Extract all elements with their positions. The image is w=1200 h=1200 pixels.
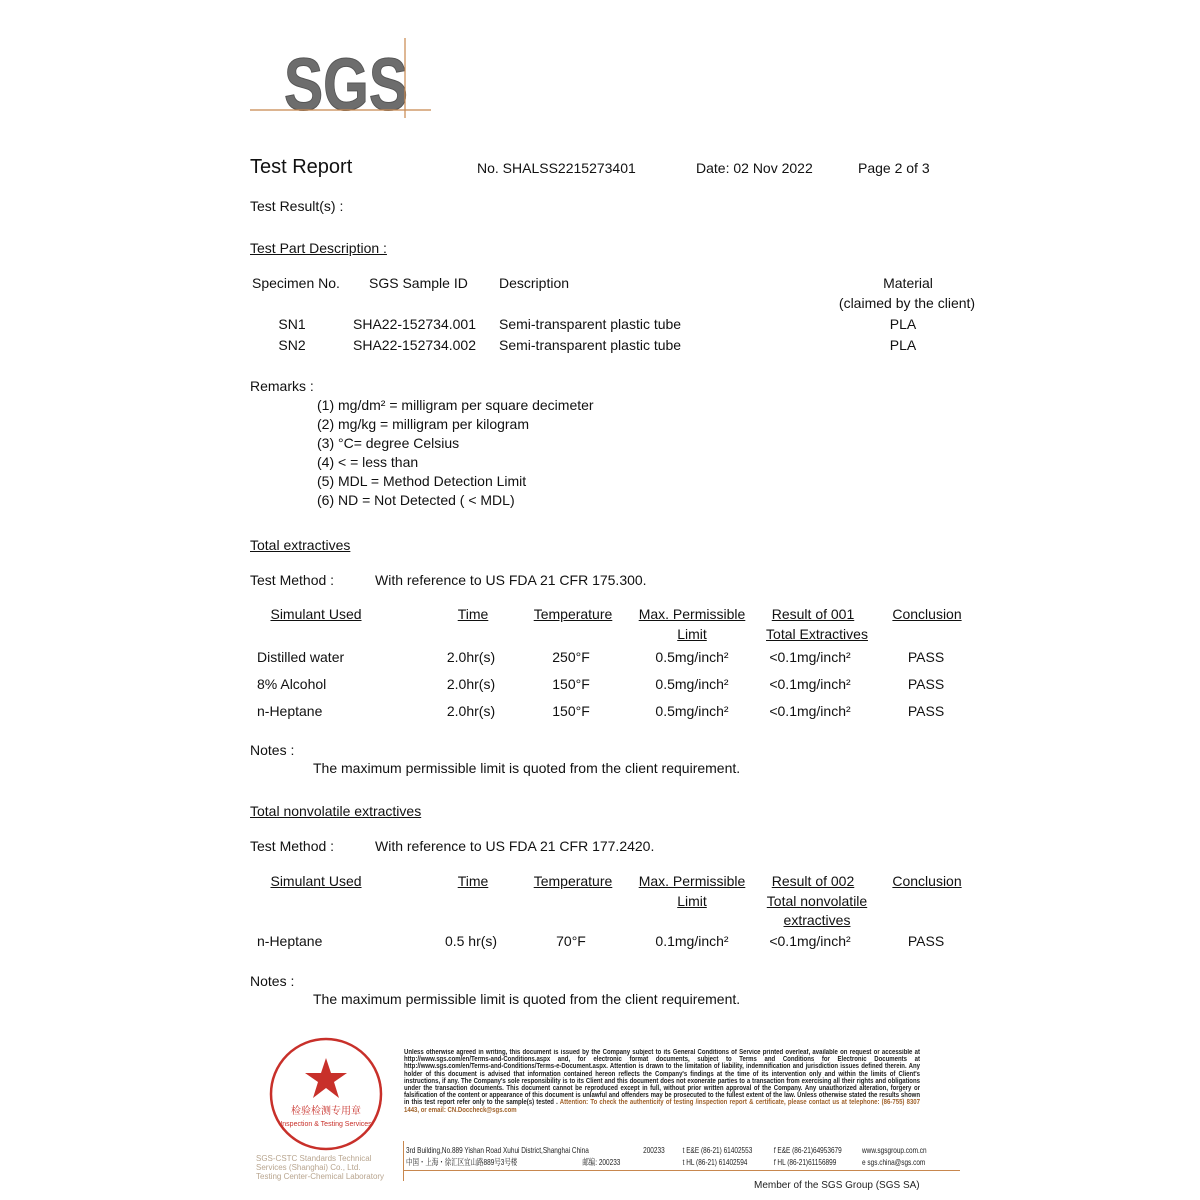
result-cell: 150°F [552,703,590,719]
note-text: The maximum permissible limit is quoted from the client requirement. [313,760,741,776]
result-cell: <0.1mg/inch² [769,703,851,719]
col-specimen: Specimen No. [252,275,340,291]
result-cell: 2.0hr(s) [446,649,496,665]
col-limit-2: Limit [677,893,707,909]
result-cell: <0.1mg/inch² [769,933,851,949]
remarks-label: Remarks : [250,378,314,394]
remark-item: (5) MDL = Method Detection Limit [317,473,527,489]
result-cell: 250°F [552,649,590,665]
result-cell: 8% Alcohol [257,676,327,692]
authenticity-notice: Attention: To check the authenticity of testing /inspection report & certificate, please contact us at telephone: (86-755) 8307 1443, or email: CN.Doccheck@sgs.com [404,1099,920,1114]
result-cell: PASS [907,676,945,692]
col-result-3: extractives [783,912,851,928]
col-conclusion: Conclusion [892,606,962,622]
address-en: 3rd Building,No.889 Yishan Road Xuhui District,Shanghai China [406,1145,589,1155]
remark-item: (1) mg/dm² = milligram per square decimeter [317,397,594,413]
result-cell: 150°F [552,676,590,692]
postcode-cn: 邮编: 200233 [582,1157,621,1167]
svg-text:Inspection & Testing Services: Inspection & Testing Services [280,1121,372,1128]
member-text: Member of the SGS Group (SGS SA) [754,1180,920,1191]
col-result-2: Total nonvolatile [766,893,868,909]
result-cell: 2.0hr(s) [446,703,496,719]
result-cell: <0.1mg/inch² [769,649,851,665]
note-text: The maximum permissible limit is quoted from the client requirement. [313,991,741,1007]
postcode-en: 200233 [643,1145,665,1155]
result-cell: 0.1mg/inch² [655,933,729,949]
fax-ee: f E&E (86-21)64953679 [773,1145,842,1155]
report-date: Date: 02 Nov 2022 [696,160,813,176]
svg-text:检验检测专用章: 检验检测专用章 [291,1106,361,1117]
col-description: Description [499,275,570,291]
company-name: SGS-CSTC Standards Technical Services (Shanghai) Co., Ltd. [256,1154,372,1172]
remark-item: (3) °C= degree Celsius [317,435,460,451]
cell: Semi-transparent plastic tube [499,316,682,332]
website: www.sgsgroup.com.cn [862,1145,927,1155]
remark-item: (4) < = less than [317,454,419,470]
result-cell: 0.5mg/inch² [655,676,729,692]
cell: SN1 [278,316,306,332]
footer-contact-row-2 [406,1157,925,1167]
result-cell: <0.1mg/inch² [769,676,851,692]
result-cell: 0.5mg/inch² [655,703,729,719]
result-cell: 70°F [556,933,586,949]
remark-item: (6) ND = Not Detected ( < MDL) [317,492,515,508]
notes-label: Notes : [250,742,295,758]
footer-contact-row-1 [406,1145,927,1155]
legal-text: Unless otherwise agreed in writing, this document is issued by the Company subject to its General Conditions of Service printed overleaf, available on request or accessible at http://www.sgs.com/en/Terms-and-Conditions.aspx and, for electronic format documents, subject to Terms and Conditions for Electronic Documents at http://www.sgs.com/en/Terms-and-Conditions/Terms-e-Document.aspx. Attention is drawn to the limitation of liability, indemnification and jurisdiction issues defined therein. Any holder of this document is advised that information contained hereon reflects the Company's findings at the time of its intervention only and within the limits of Client's instructions, if any. The Company's sole responsibility is to its Client and this document does not exonerate parties to a transaction from exercising all their rights and obligations under the transaction documents. This document cannot be reproduced except in full, without prior written approval of the Company. Any unauthorized alteration, forgery or falsification of the content or appearance of this document is unlawful and offenders may be prosecuted to the fullest extent of the law. Unless otherwise stated the results shown in this test report refer only to the sample(s) tested . [404,1049,920,1107]
sgs-logo [250,38,435,118]
col-limit: Max. Permissible [638,606,746,622]
method-value: With reference to US FDA 21 CFR 175.300. [375,572,647,588]
report-title: Test Report [250,156,353,178]
col-conclusion: Conclusion [892,873,962,889]
tel-hl: t HL (86-21) 61402594 [682,1157,748,1167]
col-material-note: (claimed by the client) [838,295,976,311]
result-cell: 2.0hr(s) [446,676,496,692]
address-cn: 中国・上海・徐汇区宜山路889号3号楼 [406,1157,518,1167]
col-material: Material [883,275,933,291]
cell: PLA [889,316,917,332]
result-cell: PASS [907,649,945,665]
col-limit: Max. Permissible [638,873,746,889]
section-heading: Total nonvolatile extractives [250,803,422,819]
result-cell: n-Heptane [257,703,323,719]
col-limit-2: Limit [677,626,707,642]
result-cell: n-Heptane [257,933,323,949]
cell: SN2 [278,337,306,353]
report-number: No. SHALSS2215273401 [477,160,636,176]
result-cell: PASS [907,933,945,949]
result-cell: 0.5 hr(s) [444,933,498,949]
part-description-heading: Test Part Description : [250,240,387,256]
cell: SHA22-152734.002 [353,337,476,353]
company-name-2: Testing Center-Chemical Laboratory [256,1172,385,1181]
col-result-2: Total Extractives [766,626,868,642]
results-label: Test Result(s) : [250,198,344,214]
official-stamp [268,1036,384,1152]
cell: SHA22-152734.001 [353,316,476,332]
col-sample-id: SGS Sample ID [369,275,468,291]
col-time: Time [457,606,489,622]
footer-divider [403,1141,404,1181]
cell: Semi-transparent plastic tube [499,337,682,353]
page-number: Page 2 of 3 [858,160,930,176]
method-label: Test Method : [250,838,335,854]
result-cell: 0.5mg/inch² [655,649,729,665]
col-simulant: Simulant Used [270,606,362,622]
col-simulant: Simulant Used [270,873,362,889]
col-result: Result of 001 [771,606,855,622]
col-temperature: Temperature [533,873,613,889]
cell: PLA [889,337,917,353]
email: e sgs.china@sgs.com [862,1157,926,1167]
company-block [256,1154,396,1181]
col-result: Result of 002 [771,873,855,889]
result-cell: PASS [907,703,945,719]
result-cell: Distilled water [257,649,345,665]
remark-item: (2) mg/kg = milligram per kilogram [317,416,529,432]
footer-rule [403,1170,960,1171]
legal-disclaimer [404,1049,920,1114]
notes-label: Notes : [250,973,295,989]
col-time: Time [457,873,489,889]
svg-text:SGS: SGS [284,43,408,118]
section-heading: Total extractives [250,537,351,553]
tel-ee: t E&E (86-21) 61402553 [682,1145,753,1155]
col-temperature: Temperature [533,606,613,622]
method-value: With reference to US FDA 21 CFR 177.2420. [375,838,655,854]
method-label: Test Method : [250,572,335,588]
fax-hl: f HL (86-21)61156899 [773,1157,837,1167]
